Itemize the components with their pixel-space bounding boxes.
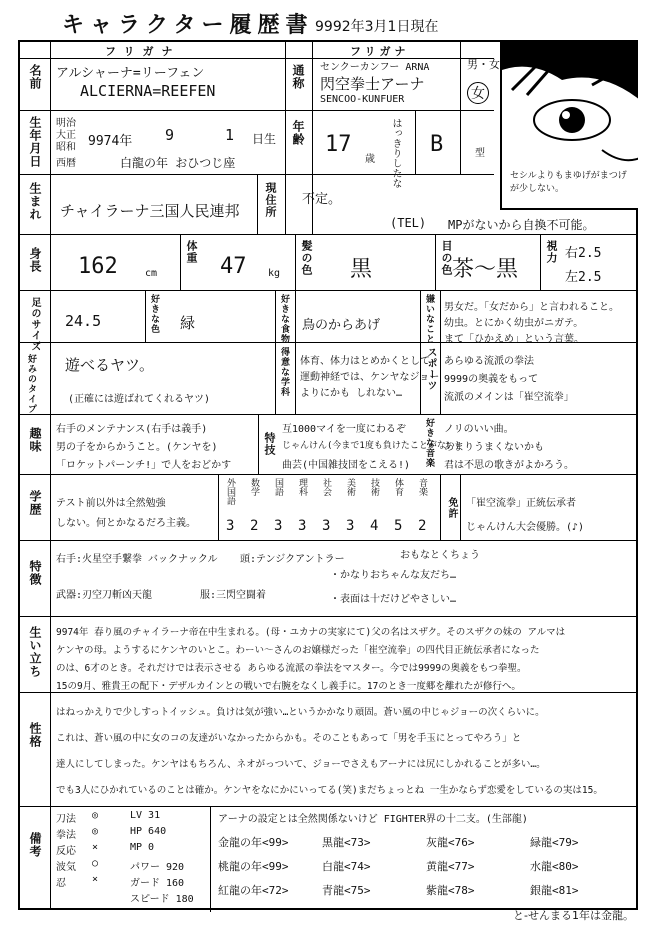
era-meiji: 明治 — [56, 118, 76, 129]
blood-value: B — [430, 132, 444, 157]
notes-intro: アーナの設定とは全然関係ないけど FIGHTER界の十二支。(生部龍) — [218, 814, 528, 825]
residence-tel-label: (TEL) — [390, 216, 427, 230]
grade-subject: 国語 — [273, 478, 283, 496]
fav-color-value: 緑 — [180, 314, 196, 332]
grade-subject: 体育 — [393, 478, 403, 496]
sports-line: 流派のメインは「崔空流拳」 — [444, 392, 574, 403]
hair-label: 髪の色 — [300, 240, 313, 276]
stat-s: ガード 160 — [130, 878, 185, 889]
eye-label: 目の色 — [440, 240, 453, 276]
license-label: 免許 — [446, 497, 457, 519]
personality-label: 性格 — [28, 722, 42, 748]
birth-zodiac: 白龍の年 おひつじ座 — [120, 156, 236, 170]
license-line: 「崔空流拳」正統伝承者 — [466, 498, 576, 509]
dragon-year: 桃龍の年<99> — [218, 860, 289, 873]
grade-score: 4 — [370, 518, 379, 534]
stat-r: ◎ — [92, 810, 99, 821]
stat-s: スピード 180 — [130, 894, 194, 905]
personality-line: でも3人にひかれているのことは確か。ケンヤをなにかにいってる(笑)まだちょっとね 一生かならず恋愛をしているの実は15。 — [56, 785, 603, 796]
stat-s: パワー 920 — [130, 862, 185, 873]
furigana-label: フリガナ — [105, 45, 181, 58]
dragon-year: 水龍<80> — [530, 860, 579, 873]
feature-line: 右手:火星空手繋拳 バックナックル — [56, 554, 218, 565]
grade-score: 5 — [394, 518, 403, 534]
education-line: テスト前以外は全然勉強 — [56, 498, 166, 509]
dragon-year: 銀龍<81> — [530, 884, 579, 897]
feature-label: 特徴 — [28, 560, 42, 586]
skill-line: じゃんけん(今まで1度も負けたことがない) — [282, 441, 461, 451]
blood-unit: 型 — [475, 148, 485, 159]
grade-subject: 社会 — [321, 478, 331, 496]
sheet-date: 9992年3月1日現在 — [315, 19, 439, 35]
name-label: 名前 — [28, 64, 42, 90]
era-seireki: 西暦 — [56, 158, 76, 169]
era-showa: 昭和 — [56, 142, 76, 153]
hobby-line: 「ロケットパーンチ!」で人をおどかす — [56, 460, 232, 471]
dragon-year: 緑龍<79> — [530, 836, 579, 849]
feature-line: 服:三閃空闘着 — [200, 590, 267, 601]
grade-score: 3 — [274, 518, 283, 534]
age-value: 17 — [325, 132, 352, 157]
birthplace-label: 生まれ — [28, 182, 42, 221]
furigana-label-alias: フリガナ — [350, 45, 410, 58]
weight-unit: kg — [268, 268, 281, 279]
alias-furigana: センクーカンフー ARNA — [320, 62, 430, 73]
notes-label: 備考 — [28, 832, 42, 858]
grade-subject: 数学 — [249, 478, 259, 496]
stat-s: HP 640 — [130, 826, 167, 837]
feature-line: 武器:刃空刀斬凶天龍 — [56, 590, 153, 601]
height-label: 身長 — [28, 247, 42, 273]
residence-label: 現住所 — [264, 182, 277, 218]
grade-score: 2 — [418, 518, 427, 534]
skill-label: 特技 — [263, 432, 276, 456]
eye-value: 茶〜黒 — [452, 257, 519, 282]
eye-highlight — [562, 111, 570, 119]
music-line: ノリのいい曲。 — [444, 424, 514, 435]
fav-color-label: 好きな色 — [149, 294, 159, 334]
name-furigana: アルシャーナ=リーフェン — [56, 66, 205, 81]
hobby-label: 趣味 — [28, 427, 42, 453]
gender-selected: 女 — [467, 82, 489, 104]
music-line: あまりうまくないかも — [444, 442, 544, 453]
grade-subject: 技術 — [369, 478, 379, 496]
life-line: ケンヤの母。ようするにケンヤのいとこ。わーい〜さんのお嬢様だった「崔空流拳」の四代目正統伝承者になった — [56, 645, 540, 656]
license-line: じゃんけん大会優勝。(♪) — [466, 522, 585, 533]
feature-line: おもなとくちょう — [400, 550, 480, 561]
eye-pupil — [559, 107, 585, 133]
face-line — [602, 150, 638, 160]
alias-romaji: SENCOO-KUNFUER — [320, 94, 405, 105]
fav-food-value: 鳥のからあげ — [302, 318, 381, 333]
stat-s: LV 31 — [130, 810, 161, 821]
dragon-year: 白龍<74> — [322, 860, 371, 873]
alias-value: 閃空拳士アーナ — [320, 75, 425, 93]
grade-score: 3 — [226, 518, 235, 534]
sheet-title: キャラクター履歴書 — [62, 13, 314, 38]
name-value: ALCIERNA=REEFEN — [80, 82, 216, 100]
stat-r: × — [92, 874, 99, 885]
grade-score: 3 — [346, 518, 355, 534]
vision-left: 左2.5 — [565, 270, 602, 285]
vision-right: 右2.5 — [565, 246, 602, 261]
feature-line: 頭:テンジクアントラー — [240, 554, 345, 565]
dragon-year: 紅龍の年<72> — [218, 884, 289, 897]
grade-subject: 音楽 — [417, 478, 427, 496]
birthplace-value: チャイラーナ三国人民連邦 — [60, 202, 240, 220]
personality-line: はねっかえりで少しすっトイッシュ。負けは気が強い…というかかなり頑固。蒼い風の中じゃジョーの次くらいに。 — [56, 707, 545, 718]
life-label: 生い立ち — [28, 626, 42, 678]
hate-label: 嫌いなこと — [424, 294, 434, 344]
grade-score: 3 — [322, 518, 331, 534]
life-line: のは、6才のとき。それだけでは表示させる あらゆる流派の拳法をマスター。今では9999の奥義をもつ拳聖。 — [56, 663, 527, 674]
type-value: 遊べるヤツ。 — [65, 356, 154, 374]
stat-k: 反応 — [56, 846, 76, 857]
dragon-year: 金龍の年<99> — [218, 836, 289, 849]
specialty-line: 体育、体力はとめかくとして — [300, 356, 430, 367]
dragon-year: 黒龍<73> — [322, 836, 371, 849]
alias-label: 通称 — [291, 64, 305, 90]
personality-line: 達人にしてしまった。ケンヤはもちろん、ネオがっついて、ジョーでさえもアーナには尻にしかれることが多い…。 — [56, 759, 546, 770]
portrait — [500, 40, 638, 210]
portrait-caption: セシルよりもまゆげがまつげが少しない。 — [510, 171, 627, 194]
feature-line: ・かなりおちゃんな友だち… — [330, 570, 457, 581]
stat-k: 波気 — [56, 862, 76, 873]
vision-label: 視力 — [545, 240, 558, 264]
age-note: はっきりしたな — [390, 118, 401, 188]
grade-subject: 美術 — [345, 478, 355, 496]
specialty-label: 得意な学科 — [279, 347, 289, 397]
type-label: 好みのタイプ — [26, 354, 36, 414]
feature-line: ・表面は十だけどやさしい… — [330, 594, 457, 605]
era-taisho: 大正 — [56, 130, 76, 141]
education-label: 学歴 — [28, 490, 42, 516]
life-line: 9974年 春り風のチャイラーナ帝在中生まれる。(母・ユカナの実家にて)父の名はスザク。そのスザクの妹の アルマは — [56, 627, 566, 638]
birth-suffix: 日生 — [252, 132, 277, 146]
hate-item: まて「ひかえめ」という言葉。 — [444, 334, 584, 345]
sports-line: 9999の奥義をもって — [444, 374, 539, 385]
skill-line: 曲芸(中国雑技団をこえる!) — [282, 460, 411, 471]
shoe-label: 足のサイズ — [29, 297, 40, 352]
grade-subject: 外国語 — [225, 478, 235, 505]
shoe-value: 24.5 — [65, 312, 102, 330]
grade-score: 3 — [298, 518, 307, 534]
fav-food-label: 好きな食物 — [279, 294, 289, 344]
birth-label: 生年月日 — [28, 116, 42, 168]
gender-options: 男・女 — [467, 58, 500, 71]
stat-s: MP 0 — [130, 842, 155, 853]
education-line: しない。何とかなるだろ主義。 — [56, 518, 196, 529]
music-label: 好きな音楽 — [424, 418, 434, 468]
weight-value: 47 — [220, 254, 247, 279]
skill-line: 互1000マイを一度にわるぞ — [282, 424, 406, 435]
age-label: 年齢 — [291, 120, 305, 146]
type-note: (正確には遊ばれてくれるヤツ) — [68, 394, 211, 405]
residence-tel: MPがないから自換不可能。 — [448, 218, 595, 232]
sports-line: あらゆる流派の拳法 — [444, 356, 534, 367]
footer-note: と-せんまる1年は金龍。 — [513, 909, 634, 922]
stat-r: × — [92, 842, 99, 853]
sports-label: スポーツ — [425, 347, 436, 391]
birth-day: 1 — [225, 126, 235, 144]
height-unit: cm — [145, 268, 158, 279]
hobby-line: 右手のメンテナンス(右手は義手) — [56, 424, 208, 435]
residence-value: 不定。 — [302, 192, 342, 207]
hate-item: 幼虫。とにかく幼虫がニガテ。 — [444, 318, 584, 329]
dragon-year: 紫龍<78> — [426, 884, 475, 897]
birth-year: 9974年 — [88, 134, 133, 149]
specialty-line: よりにかも しれない… — [300, 388, 403, 399]
hobby-line: 男の子をからかうこと。(ケンヤを) — [56, 442, 218, 453]
birth-month: 9 — [165, 126, 175, 144]
stat-r: ○ — [92, 858, 99, 869]
stat-k: 拳法 — [56, 830, 76, 841]
stat-k: 忍 — [56, 878, 66, 889]
personality-line: これは、蒼い風の中に女のコの友達がいなかったからかも。そのこともあって「男を手玉にとってやろう」と — [56, 733, 522, 744]
weight-label: 体重 — [185, 240, 198, 264]
hate-item: 男女だ。「女だから」と言われること。 — [444, 302, 619, 313]
stat-k: 刀法 — [56, 814, 76, 825]
grade-score: 2 — [250, 518, 259, 534]
dragon-year: 青龍<75> — [322, 884, 371, 897]
grade-subject: 理科 — [297, 478, 307, 496]
dragon-year: 黄龍<77> — [426, 860, 475, 873]
stat-r: ◎ — [92, 826, 99, 837]
hair-value: 黒 — [350, 257, 373, 282]
age-unit: 歳 — [365, 154, 375, 165]
music-line: 君は不思の歌きがよかろう。 — [444, 460, 574, 471]
height-value: 162 — [78, 254, 118, 279]
life-line: 15の9月、雅貴王の配下・デザルカインとの戦いで右腕をなくし義手に。17のとき一度郷を離れたが修行へ。 — [56, 681, 521, 692]
dragon-year: 灰龍<76> — [426, 836, 475, 849]
specialty-line: 運動神経では、ケンヤなジョー — [300, 372, 440, 383]
